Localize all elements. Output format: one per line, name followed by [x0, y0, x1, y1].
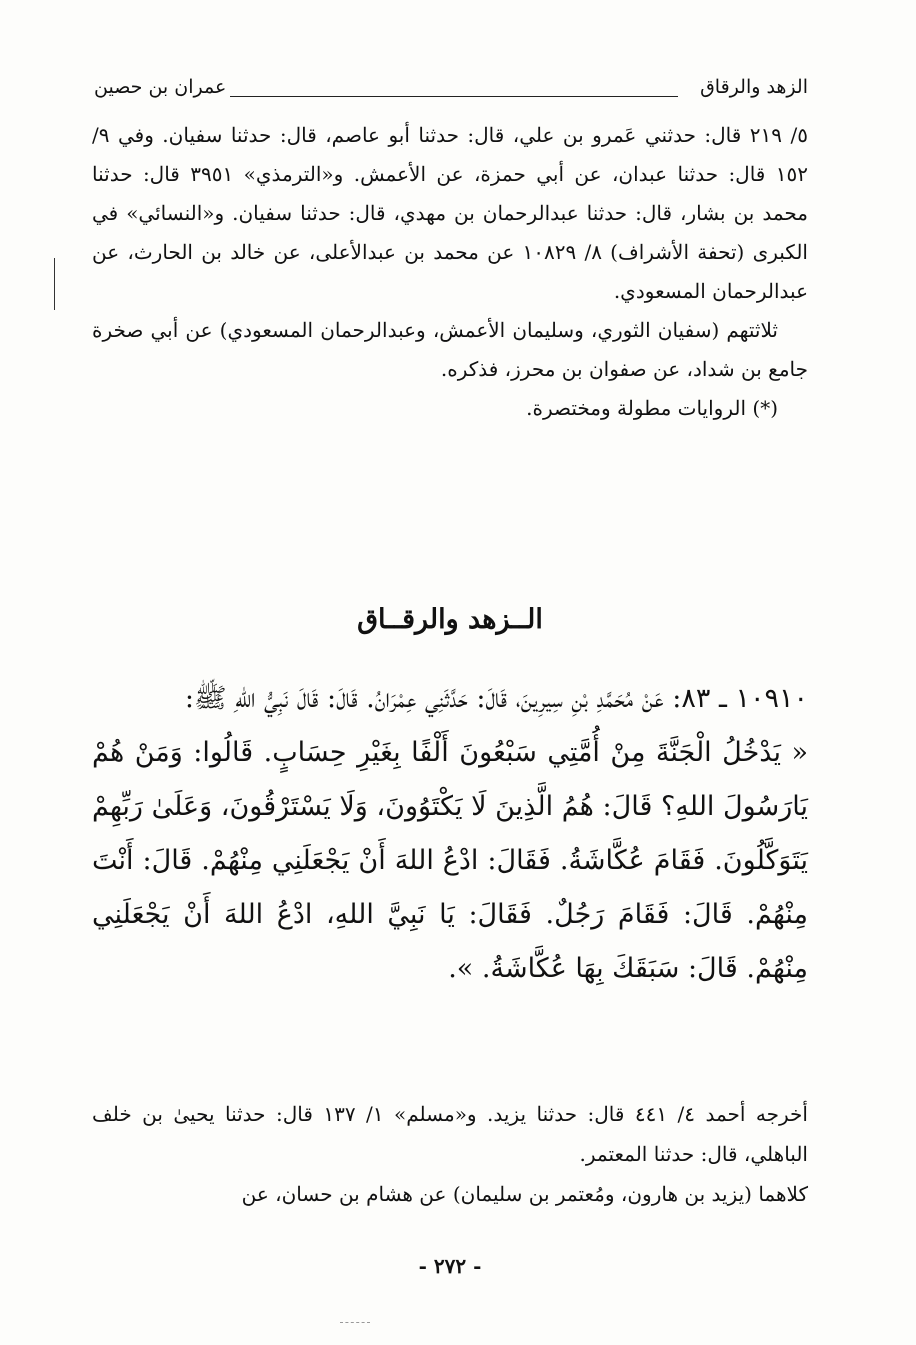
section-heading: الــزهد والرقــاق: [357, 604, 543, 635]
note-paragraph: ٥/ ٢١٩ قال: حدثني عَمرو بن علي، قال: حدثنا أبو عاصم، قال: حدثنا سفيان. وفي ٩/ ١٥٢ قال: حدثنا عبدان، عن أبي حمزة، عن الأعمش. و«الترمذي» ٣٩٥١ قال: حدثنا محمد بن بشار، قال: حدثنا عبدالرحمان بن مهدي، قال: حدثنا سفيان. و«النسائي» في الكبرى (تحفة الأشراف) ٨/ ١٠٨٢٩ عن محمد بن عبدالأعلى، عن خالد بن الحارث، عن عبدالرحمان المسعودي.: [92, 123, 808, 303]
hadith-text: [92, 672, 808, 996]
hadith-isnad: ١٠٩١٠ ـ ٨٣: عَنْ مُحَمَّدِ بْنِ سِيرِينَ، قَالَ: حَدَّثَنِي عِمْرَانُ. قَالَ: قَالَ نَبِيُّ اللهِ ﷺ:: [184, 683, 808, 714]
previous-hadith-notes: [92, 116, 808, 428]
running-head-rule: [230, 96, 678, 97]
takhrij-paragraph: أخرجه أحمد ٤/ ٤٤١ قال: حدثنا يزيد. و«مسلم» ١/ ١٣٧ قال: حدثنا يحيىٰ بن خلف الباهلي، قال: حدثنا المعتمر.: [92, 1102, 808, 1166]
note-paragraph: (*) الروايات مطولة ومختصرة.: [526, 396, 778, 420]
takhrij-notes: [92, 1094, 808, 1214]
margin-mark: [54, 258, 55, 310]
running-head-companion-name: عمران بن حصين: [94, 76, 227, 98]
scan-smudge: [340, 1322, 370, 1323]
takhrij-paragraph: كلاهما (يزيد بن هارون، ومُعتمر بن سليمان) عن هشام بن حسان، عن: [241, 1182, 808, 1206]
running-head: [92, 74, 808, 108]
page-number: - ٢٧٢ -: [418, 1254, 482, 1278]
running-head-book-title: الزهد والرقاق: [700, 76, 808, 98]
note-paragraph: ثلاثتهم (سفيان الثوري، وسليمان الأعمش، وعبدالرحمان المسعودي) عن أبي صخرة جامع بن شداد، عن صفوان بن محرز، فذكره.: [92, 318, 808, 381]
hadith-matn: « يَدْخُلُ الْجَنَّةَ مِنْ أُمَّتِي سَبْعُونَ أَلْفًا بِغَيْرِ حِسَابٍ. قَالُوا: وَمَنْ هُمْ يَارَسُولَ اللهِ؟ قَالَ: هُمُ الَّذِينَ لَا يَكْتَوُونَ، وَلَا يَسْتَرْقُونَ، وَعَلَىٰ رَبِّهِمْ يَتَوَكَّلُونَ. فَقَامَ عُكَّاشَةُ. فَقَالَ: ادْعُ اللهَ أَنْ يَجْعَلَنِي مِنْهُمْ. قَالَ: أَنْتَ مِنْهُمْ. قَالَ: فَقَامَ رَجُلٌ. فَقَالَ: يَا نَبِيَّ اللهِ، ادْعُ اللهَ أَنْ يَجْعَلَنِي مِنْهُمْ. قَالَ: سَبَقَكَ بِهَا عُكَّاشَةُ. ».: [92, 737, 808, 984]
